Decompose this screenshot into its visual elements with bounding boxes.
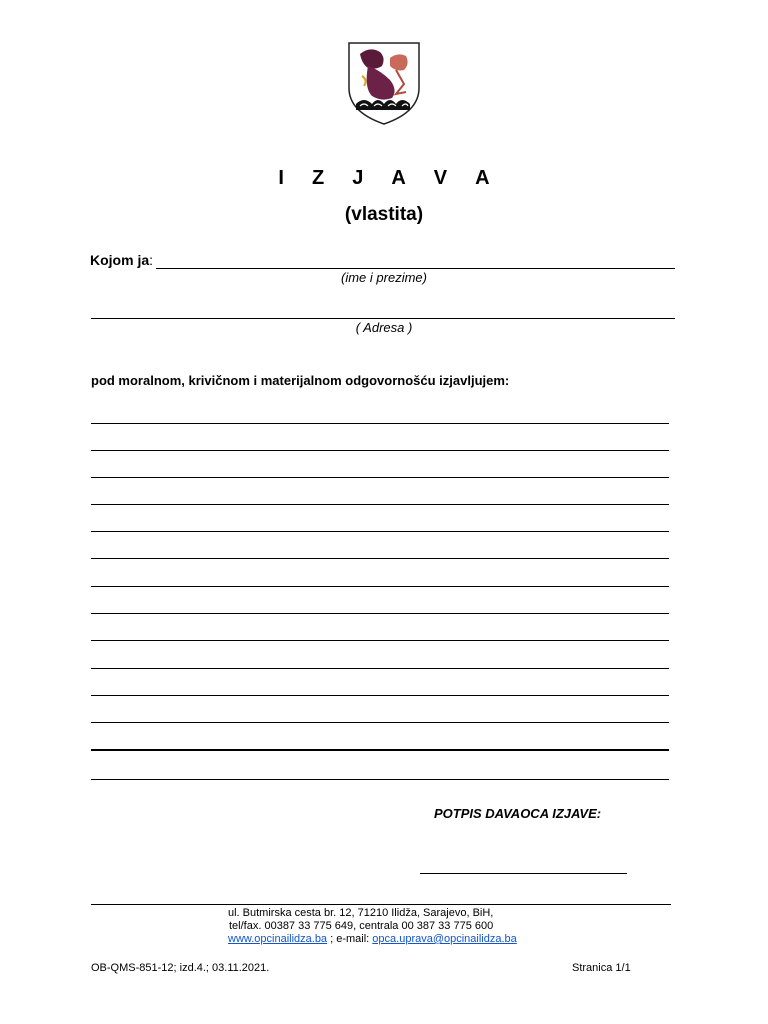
statement-line[interactable] (91, 722, 669, 723)
statement-line[interactable] (91, 531, 669, 532)
statement-line[interactable] (91, 477, 669, 478)
title-letter: A (475, 167, 490, 189)
statement-line[interactable] (91, 586, 669, 587)
page-number: Stranica 1/1 (572, 962, 631, 974)
signature-label: POTPIS DAVAOCA IZJAVE: (434, 806, 602, 821)
name-label (90, 252, 153, 268)
title-letter: Z (311, 167, 325, 189)
statement-line[interactable] (91, 695, 669, 696)
address-input-line[interactable] (91, 318, 675, 319)
document-title (0, 167, 768, 190)
statement-line[interactable] (91, 779, 669, 780)
statement-text: pod moralnom, krivičnom i materijalnom odgovornošću izjavljujem: (91, 373, 510, 388)
footer-divider (91, 904, 671, 905)
title-letter: I (278, 167, 284, 189)
statement-line[interactable] (91, 558, 669, 559)
name-caption: (ime i prezime) (341, 270, 427, 285)
statement-line[interactable] (91, 613, 669, 614)
name-input-line[interactable] (156, 268, 675, 269)
website-link[interactable]: www.opcinailidza.ba (228, 933, 328, 945)
footer-address: ul. Butmirska cesta br. 12, 71210 Ilidža, Sarajevo, BiH, (228, 907, 494, 919)
email-link[interactable]: opca.uprava@opcinailidza.ba (372, 933, 517, 945)
coat-of-arms-logo (346, 40, 422, 126)
municipality-coat-of-arms-icon (346, 40, 422, 126)
title-letter: V (433, 167, 448, 189)
footer-contact (228, 933, 517, 946)
statement-line[interactable] (91, 504, 669, 505)
statement-line[interactable] (91, 749, 669, 751)
footer-phone: tel/fax. 00387 33 775 649, centrala 00 387 33 775 600 (229, 920, 494, 932)
name-label-colon: : (149, 252, 154, 268)
statement-line[interactable] (91, 640, 669, 641)
statement-line[interactable] (91, 450, 669, 451)
title-letter: J (352, 167, 364, 189)
title-letter: A (391, 167, 406, 189)
signature-line[interactable] (420, 873, 627, 874)
document-subtitle: (vlastita) (344, 204, 424, 225)
statement-line[interactable] (91, 668, 669, 669)
statement-line[interactable] (91, 423, 669, 424)
document-id: OB-QMS-851-12; izd.4.; 03.11.2021. (91, 962, 270, 974)
address-caption: ( Adresa ) (355, 320, 413, 335)
name-label-text: Kojom ja (90, 252, 150, 268)
email-prefix: ; e-mail: (327, 933, 373, 945)
